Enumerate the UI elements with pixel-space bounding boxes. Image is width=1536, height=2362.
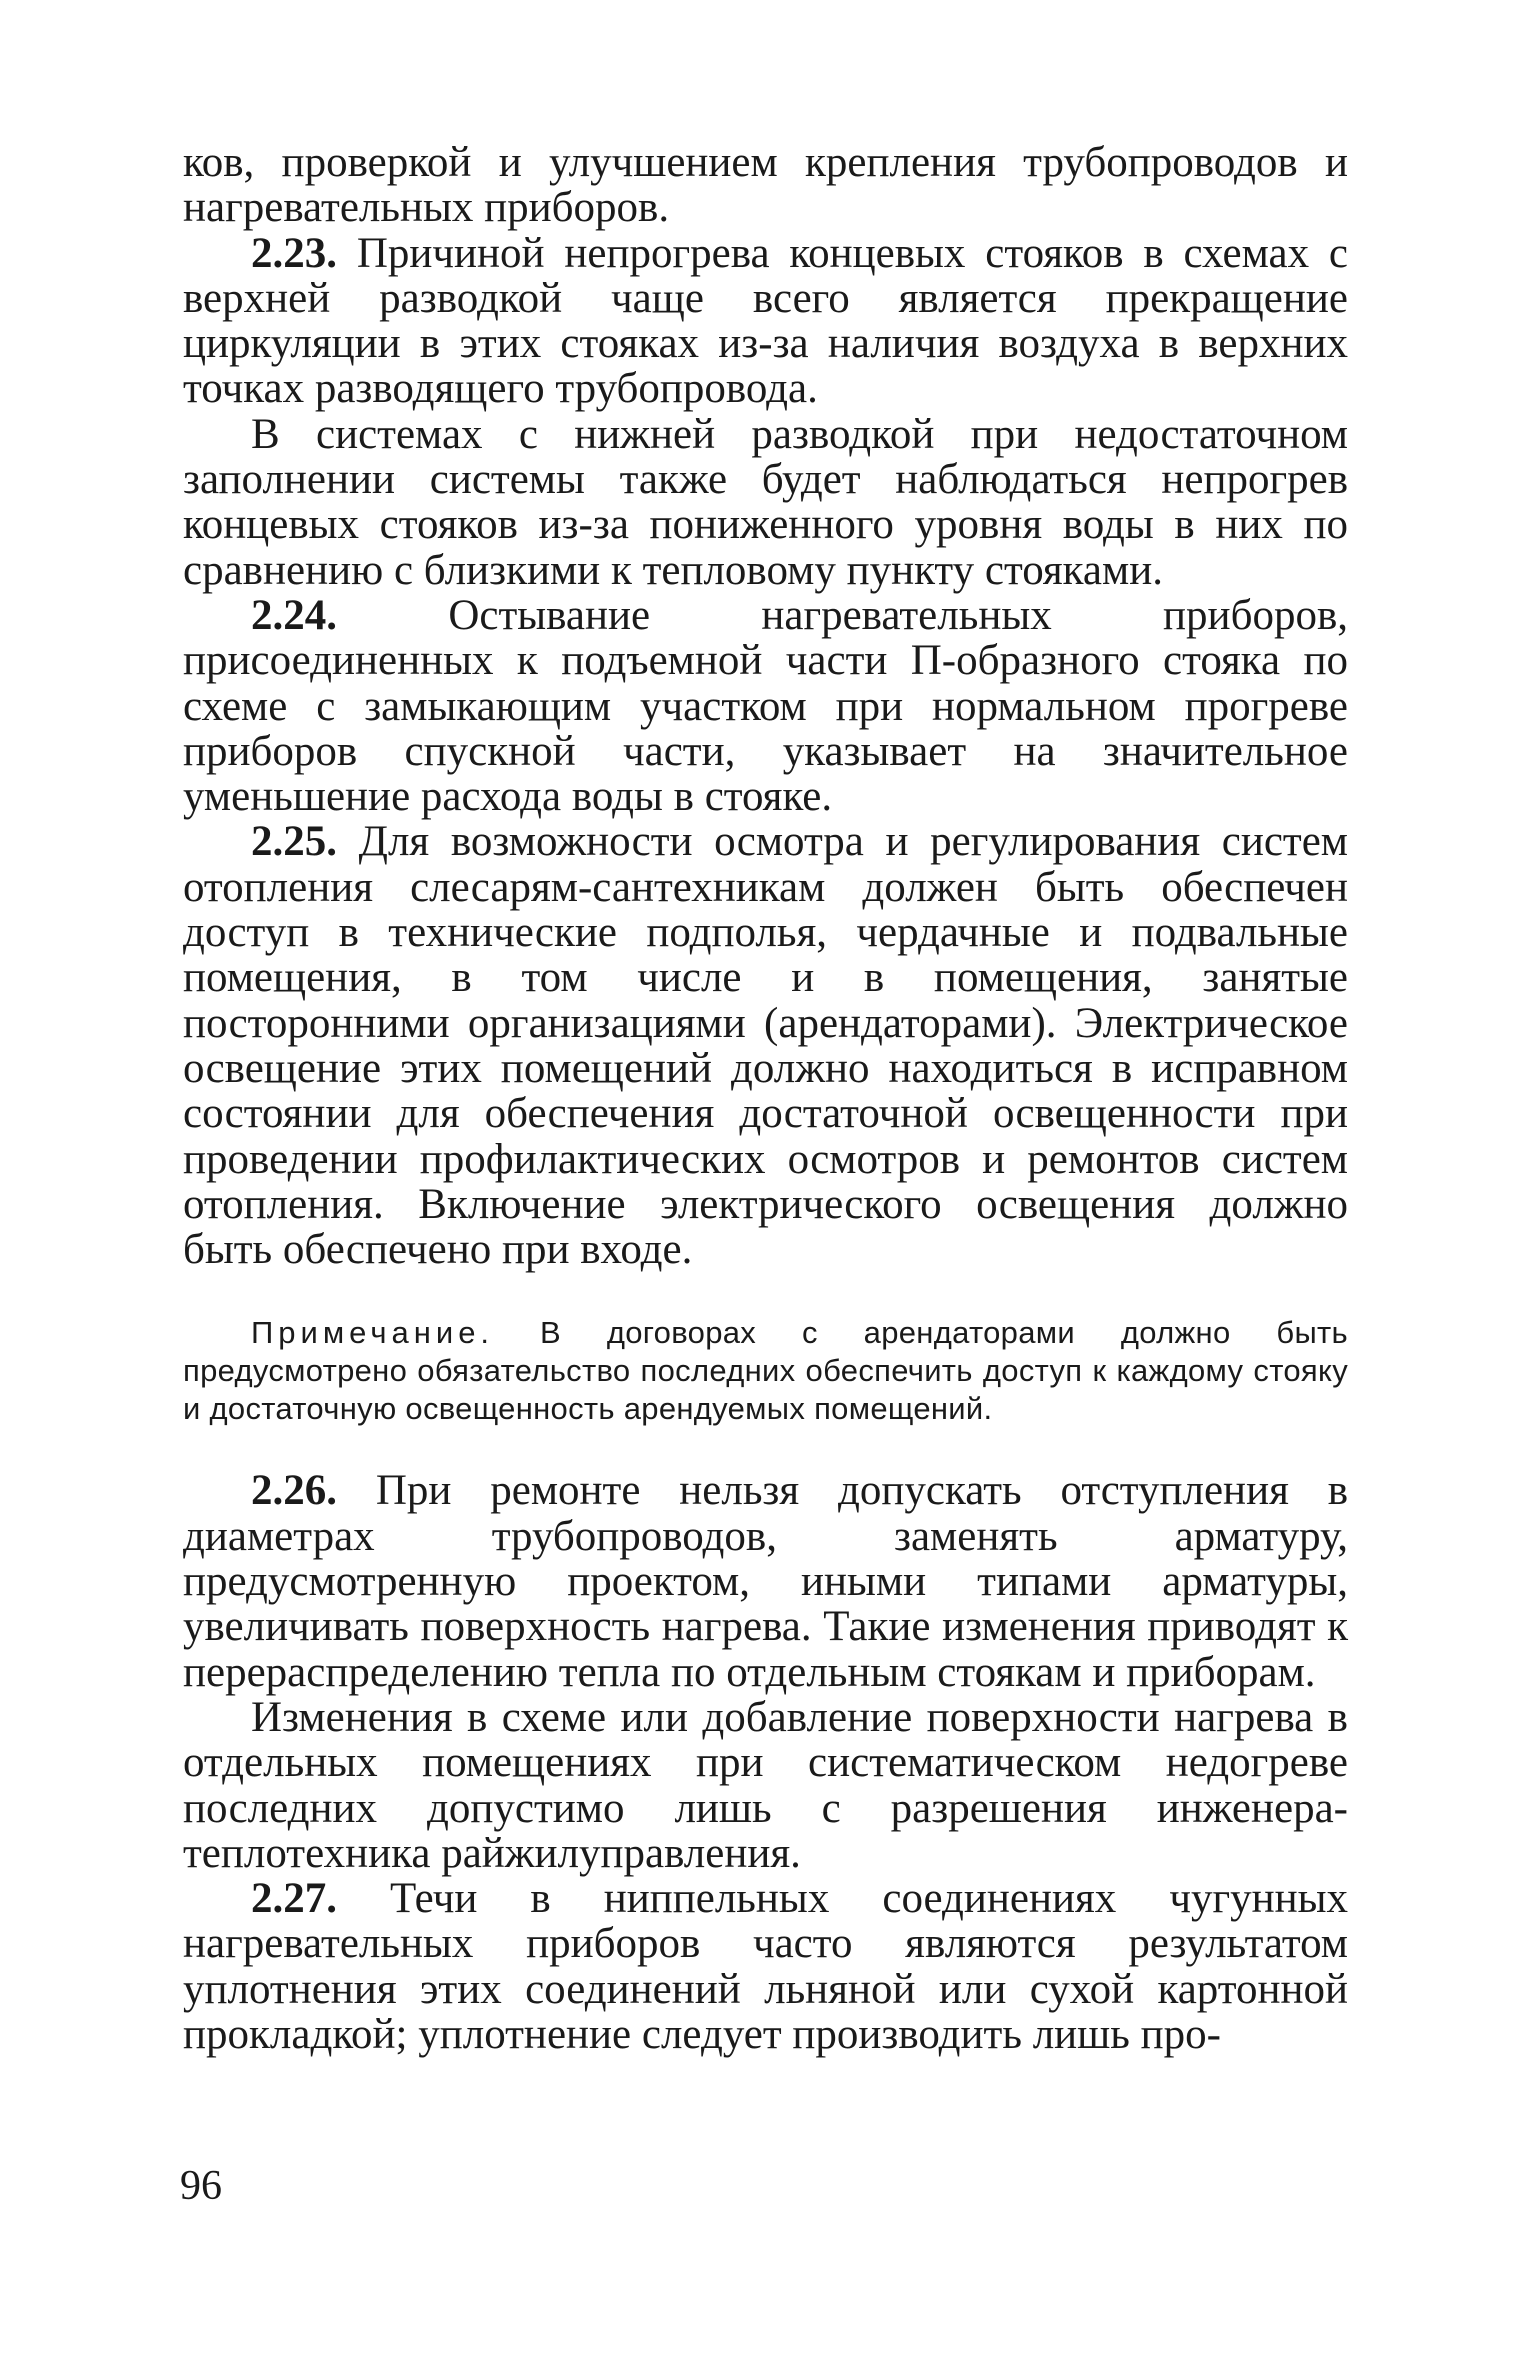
section-2-27-paragraph-1 (183, 1876, 1348, 2057)
paragraph-text: При ремонте нельзя допускать отступления в диаметрах трубопроводов, заменять арматуру, предусмотренную проектом, иными типами арматуры, увеличивать поверхность нагрева. Такие изменения приводят к перераспределению тепла по отдельным стоякам и приборам. (183, 1467, 1348, 1696)
section-number: 2.27. (251, 1875, 337, 1923)
paragraph-text: Для возможности осмотра и регулирования систем отопления слесарям-сантехникам должен быть обеспечен доступ в технические подполья, чердачные и подвальные помещения, в том числе и в помещения, занятые посторонними организациями (арендаторами). Электрическое освещение этих помещений должно находиться в исправном состоянии для обеспечения достаточной освещенности при проведении профилактических осмотров и ремонтов систем отопления. Включение электрического освещения должно быть обеспечено при входе. (183, 818, 1349, 1274)
paragraph-text: Течи в ниппельных соединениях чугунных нагревательных приборов часто являются результатом уплотнения этих соединений льняной или сухой картонной прокладкой; уплотнение следует производить лишь про- (183, 1875, 1349, 2058)
section-2-24-paragraph-1 (183, 593, 1348, 819)
section-number: 2.23. (251, 229, 337, 277)
section-number: 2.24. (251, 591, 337, 639)
page-number: 96 (180, 2163, 222, 2209)
continuation-paragraph: ков, проверкой и улучшением крепления трубопроводов и нагревательных приборов. (183, 139, 1348, 232)
paragraph-text: Причиной непрогрева концевых стояков в схемах с верхней разводкой чаще всего является прекращение циркуляции в этих стояках из-за наличия воздуха в верхних точках разводящего трубопровода. (183, 229, 1348, 413)
section-2-25-paragraph-1 (183, 819, 1348, 1272)
page-body (183, 140, 1348, 2057)
note-block (183, 1314, 1348, 1428)
note-text: В договорах с арендаторами должно быть предусмотрено обязательство последних обеспечить доступ к каждому стояку и достаточную освещенность арендуемых помещений. (183, 1315, 1348, 1427)
paragraph-text: Остывание нагревательных приборов, присоединенных к подъемной части П-образного стояка по схеме с замыкающим участком при нормальном прогреве приборов спускной части, указывает на значительное уменьшение расхода воды в стояке. (183, 591, 1348, 821)
section-2-26-paragraph-1 (183, 1468, 1348, 1694)
section-number: 2.26. (251, 1467, 337, 1515)
note-label: Примечание. (251, 1315, 495, 1351)
section-2-23-paragraph-2: В системах с нижней разводкой при недостаточном заполнении системы также будет наблюдаться непрогрев концевых стояков из-за пониженного уровня воды в них по сравнению с близкими к тепловому пункту стояками. (183, 410, 1348, 594)
section-2-23-paragraph-1 (183, 231, 1348, 412)
section-2-26-paragraph-2: Изменения в схеме или добавление поверхности нагрева в отдельных помещениях при систематическом недогреве последних допустимо лишь с разрешения инженера-теплотехника райжилуправления. (183, 1693, 1348, 1877)
section-number: 2.25. (251, 818, 337, 866)
